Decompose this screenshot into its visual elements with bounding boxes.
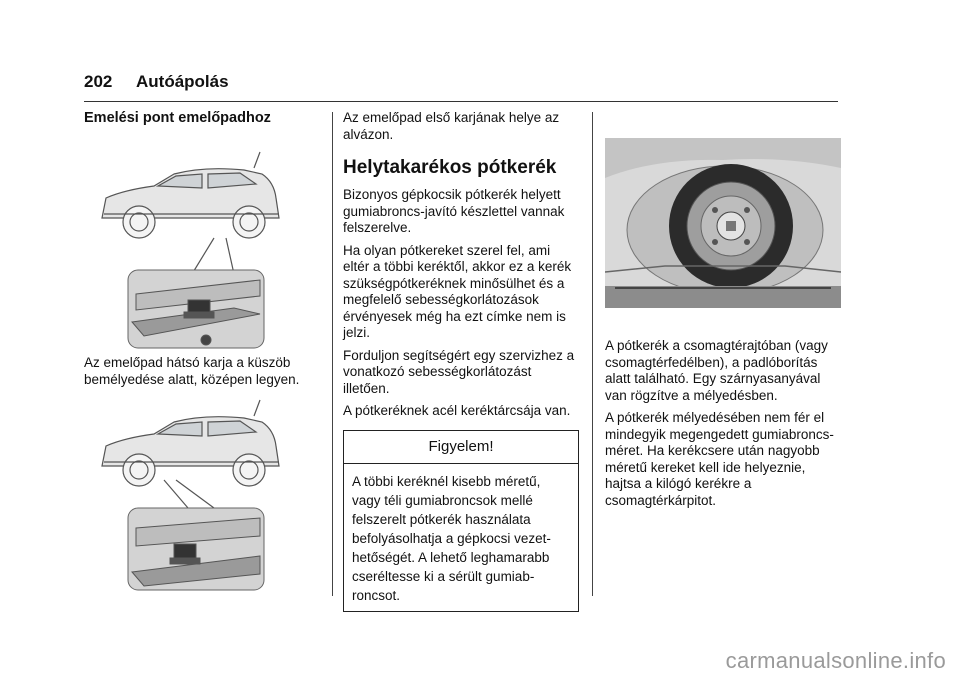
page-number: 202 xyxy=(84,72,113,91)
column-1 xyxy=(84,110,324,594)
caption-rear-arm: Az emelőpad hátsó karja a küszöb bemélyedése alatt, középen legyen. xyxy=(84,355,300,387)
car-lift-front-illustration xyxy=(84,396,324,594)
car-lift-rear-illustration xyxy=(84,126,324,351)
paragraph: A pótkeréknek acél keréktárcsája van. xyxy=(343,403,571,418)
paragraph: Ha olyan pótkereket szerel fel, ami eltér a többi keréktől, akkor ez a kerék szükségpótkeréknek minősülhet és a megfelelő sebességkorlátozások érvényesek még ha ezt címke nem is jelzi. xyxy=(343,242,572,340)
warning-box xyxy=(343,430,579,612)
column-3 xyxy=(605,110,841,515)
watermark: carmanualsonline.info xyxy=(725,648,946,673)
column-divider xyxy=(332,112,333,596)
section-title: Autóápolás xyxy=(136,72,229,91)
space-saver-heading: Helytakarékos pótkerék xyxy=(343,157,557,178)
header-rule xyxy=(84,101,838,102)
paragraph: A pótkerék a csomagtérajtóban (vagy csomagtérfedélben), a padlóborítás alatt található. Egy szárnyasanyával van rögzítve a mélyedésben. xyxy=(605,338,828,403)
lift-point-heading: Emelési pont emelőpadhoz xyxy=(84,110,271,126)
page-header xyxy=(84,62,838,100)
warning-body: A többi keréknél kisebb méretű, vagy téli gumiabroncsok mellé felszerelt pótkerék használata befolyásolhatja a gépkocsi vezethetőségét. A lehető leghamarabb cseréltesse ki a sérült gumiabroncsot. xyxy=(352,473,551,603)
paragraph: A pótkerék mélyedésében nem fér el mindegyik megengedett gumiabroncs-méret. Ha kerékcsere után nagyobb méretű kereket kell ide helyeznie, hajtsa a kilógó kerékre a csomagtérkárpitot. xyxy=(605,410,834,508)
spare-wheel-well-photo xyxy=(605,138,841,308)
column-divider xyxy=(592,112,593,596)
paragraph: Forduljon segítségért egy szervizhez a vonatkozó sebességkorlátozást illetően. xyxy=(343,347,575,396)
front-arm-text: Az emelőpad első karjának helye az alvázon. xyxy=(343,110,560,142)
paragraph: Bizonyos gépkocsik pótkerék helyett gumiabroncs-javító készlettel vannak felszerelve. xyxy=(343,187,565,235)
warning-title: Figyelem! xyxy=(344,431,578,464)
column-2 xyxy=(343,110,579,612)
